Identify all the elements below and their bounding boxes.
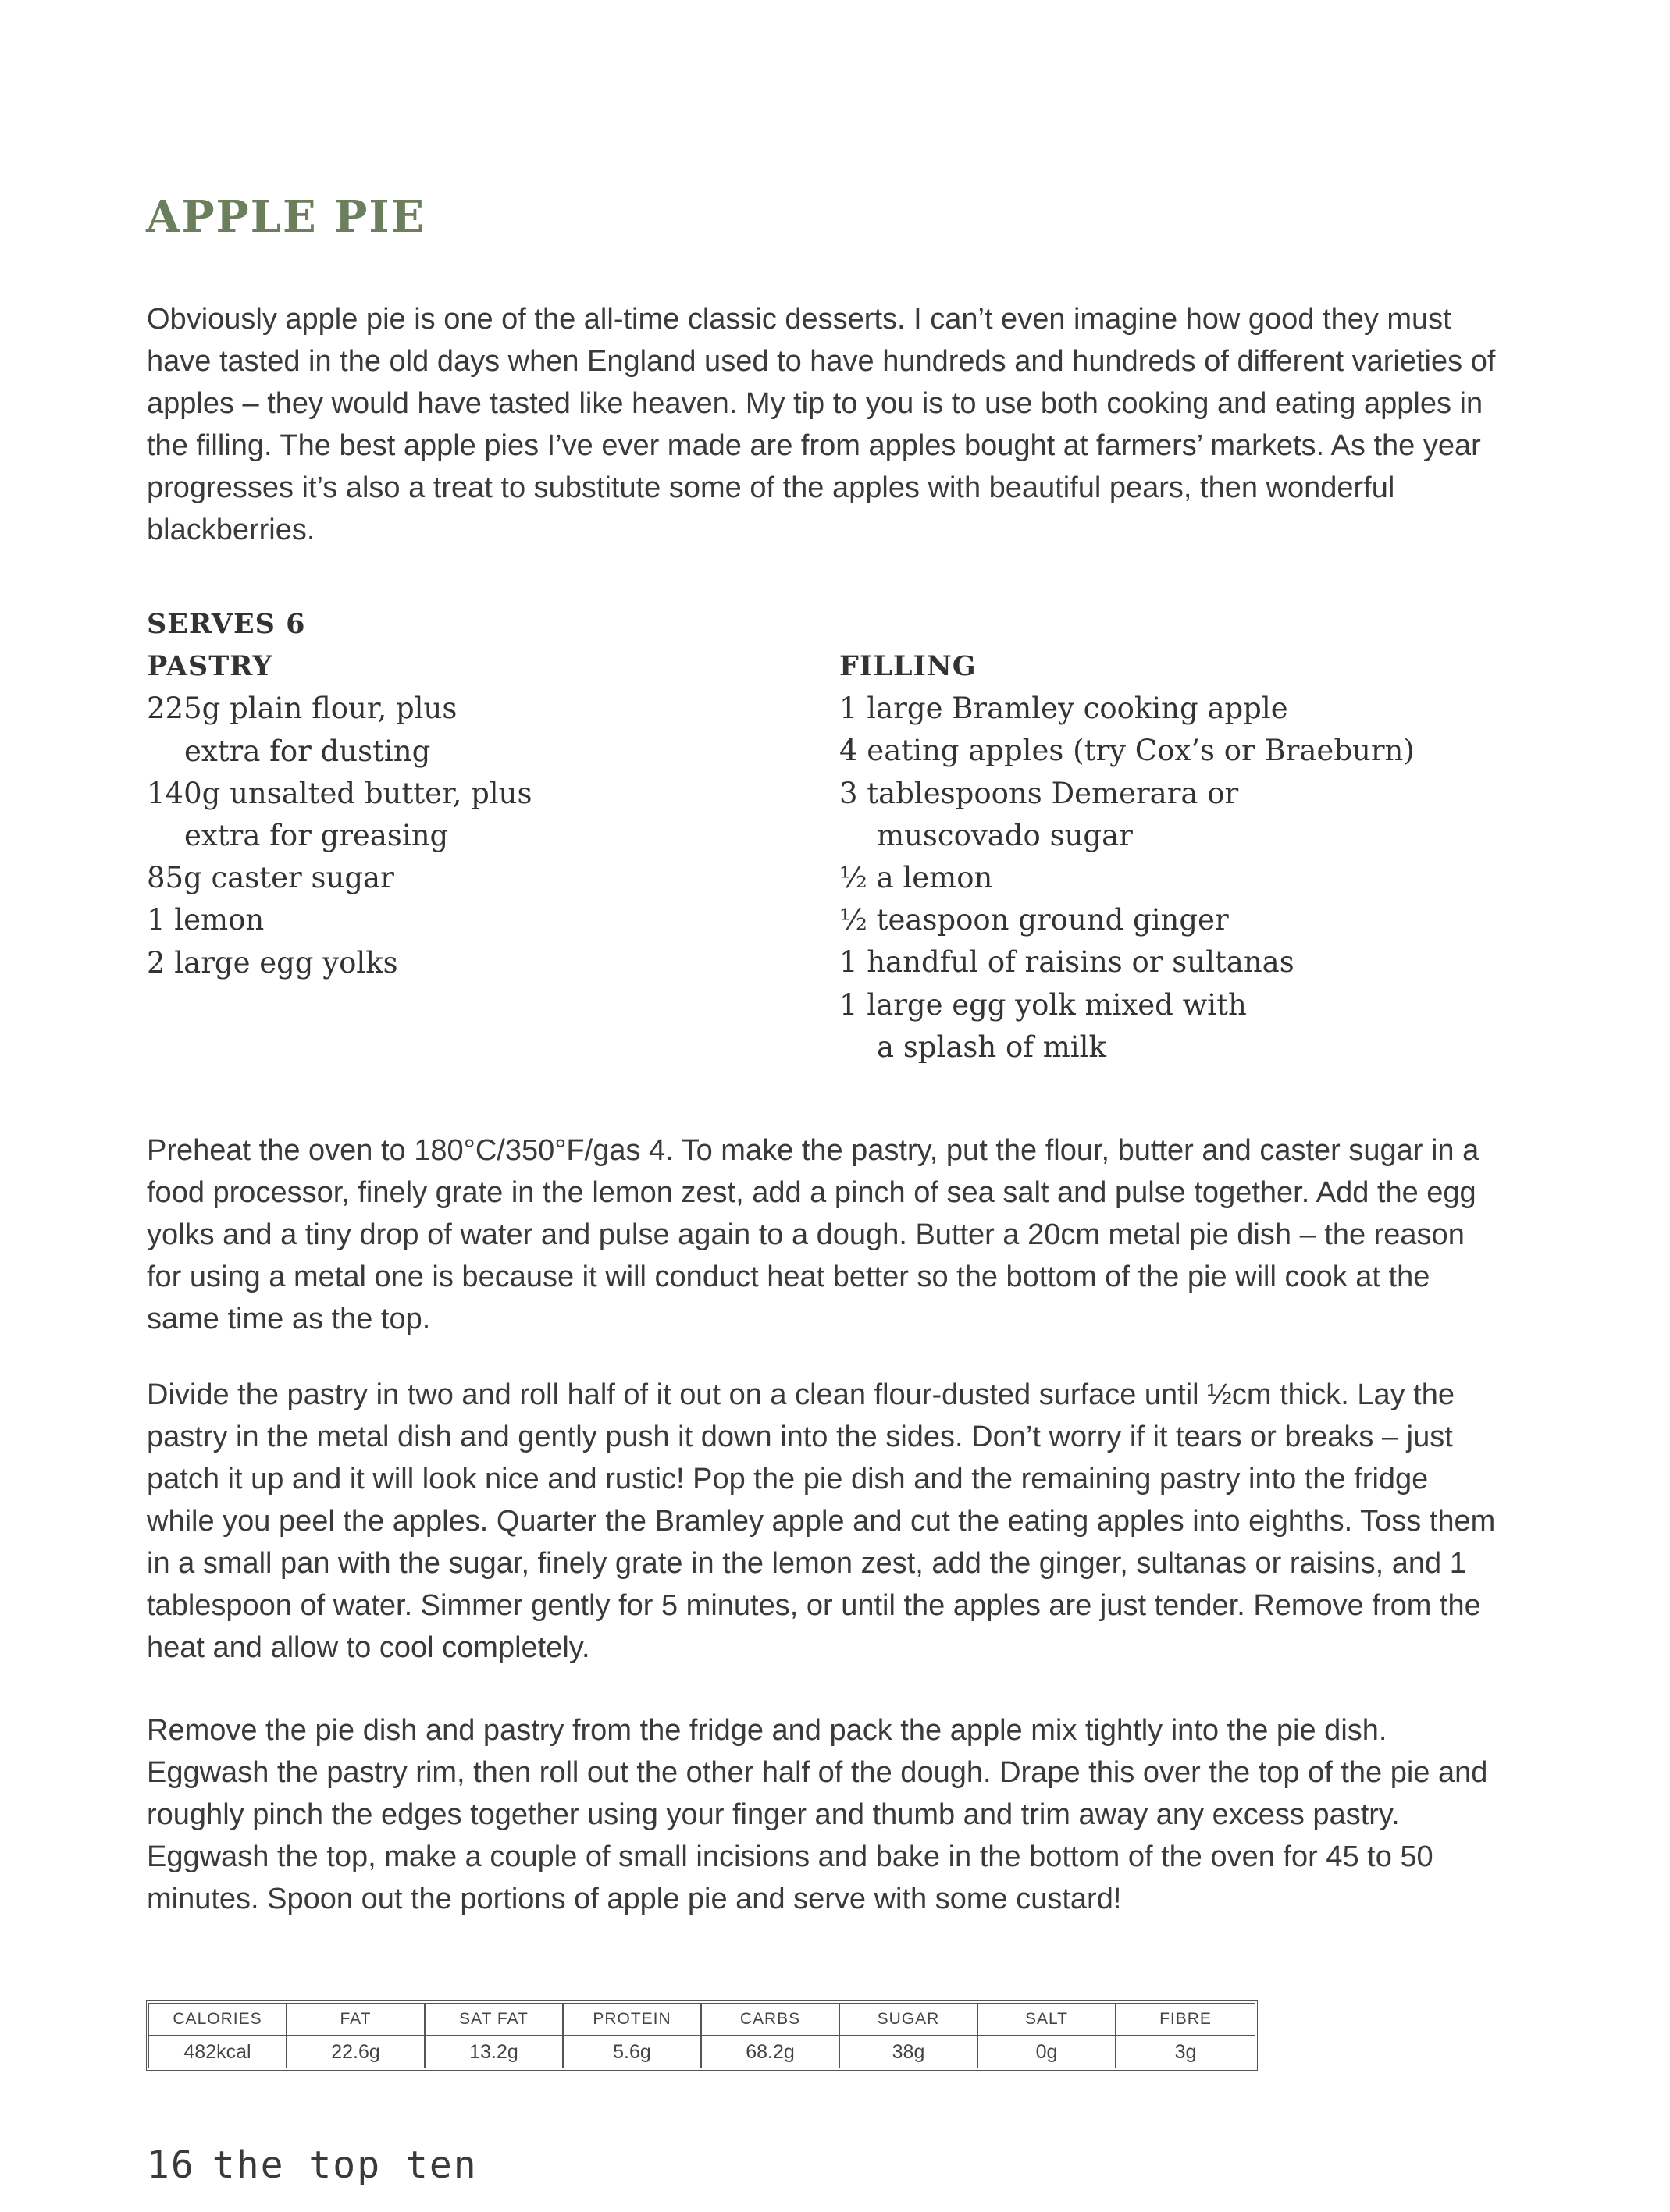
nutrition-value-protein: 5.6g [564, 2036, 702, 2068]
nutrition-value-calories: 482kcal [149, 2036, 287, 2068]
ingredient-item: ½ a lemon [839, 861, 993, 895]
method-step-3: Remove the pie dish and pastry from the fridge and pack the apple mix tightly into the pie dish. Eggwash the pastry rim, then roll out the other half of the dough. Drape this over the top of the pie and roughly pinch the edges together using your finger and thumb and trim away any excess pastry. Eggwash the top, make a couple of small incisions and bake in the bottom of the oven for 45 to 50 minutes. Spoon out the portions of apple pie and serve with some custard! [147, 1714, 1488, 1915]
nutrition-header-salt: SALT [978, 2004, 1116, 2036]
ingredient-item: 1 large Bramley cooking apple [839, 692, 1288, 726]
nutrition-table [146, 2000, 1258, 2071]
ingredient-item: 140g unsalted butter, plus [147, 776, 532, 810]
filling-ingredients [839, 645, 1415, 1069]
ingredient-item: 85g caster sugar [147, 861, 394, 895]
nutrition-value-salt: 0g [978, 2036, 1116, 2068]
pastry-heading: PASTRY [147, 650, 273, 683]
ingredient-item: 1 handful of raisins or sultanas [839, 945, 1294, 980]
section-name: the top ten [212, 2143, 478, 2187]
pastry-ingredients [147, 603, 532, 984]
ingredient-item: ½ teaspoon ground ginger [839, 903, 1229, 937]
nutrition-value-fat: 22.6g [287, 2036, 426, 2068]
nutrition-value-sat-fat: 13.2g [426, 2036, 564, 2068]
nutrition-header-calories: CALORIES [149, 2004, 287, 2036]
nutrition-value-sugar: 38g [840, 2036, 978, 2068]
nutrition-header-carbs: CARBS [702, 2004, 840, 2036]
ingredient-item: 4 eating apples (try Cox’s or Braeburn) [839, 734, 1415, 768]
page-footer [147, 2143, 478, 2187]
ingredient-item: 3 tablespoons Demerara or [839, 776, 1239, 810]
ingredient-item-continuation: muscovado sugar [877, 818, 1133, 852]
method-step-1: Preheat the oven to 180°C/350°F/gas 4. To make the pastry, put the flour, butter and caster sugar in a food processor, finely grate in the lemon zest, add a pinch of sea salt and pulse together. Add the egg yolks and a tiny drop of water and pulse again to a dough. Butter a 20cm metal pie dish – the reason for using a metal one is because it will conduct heat better so the bottom of the pie will cook at the same time as the top. [147, 1134, 1479, 1335]
nutrition-header-row [149, 2004, 1255, 2036]
nutrition-value-carbs: 68.2g [702, 2036, 840, 2068]
nutrition-header-protein: PROTEIN [564, 2004, 702, 2036]
ingredient-item: 1 large egg yolk mixed with [839, 987, 1247, 1022]
nutrition-header-fibre: FIBRE [1116, 2004, 1255, 2036]
nutrition-header-sugar: SUGAR [840, 2004, 978, 2036]
nutrition-value-row [149, 2036, 1255, 2068]
page-number: 16 [147, 2143, 195, 2187]
ingredient-item: 2 large egg yolks [147, 945, 398, 980]
nutrition-value-fibre: 3g [1174, 2040, 1197, 2063]
filling-heading: FILLING [839, 650, 977, 682]
ingredient-item-continuation: extra for greasing [184, 819, 449, 853]
method-step-2: Divide the pastry in two and roll half of it out on a clean flour-dusted surface until ½cm thick. Lay the pastry in the metal dish and gently push it down into the sides. Don’t worry if it tears or breaks – just patch it up and it will look nice and rustic! Pop the pie dish and the remaining pastry into the fridge while you peel the apples. Quarter the Bramley apple and cut the eating apples into eighths. Toss them in a small pan with the sugar, finely grate in the lemon zest, add the ginger, sultanas or raisins, and 1 tablespoon of water. Simmer gently for 5 minutes, or until the apples are just tender. Remove from the heat and allow to cool completely. [147, 1378, 1496, 1664]
ingredient-item-continuation: a splash of milk [877, 1030, 1106, 1064]
serves-label: SERVES 6 [147, 608, 306, 640]
ingredient-item: 1 lemon [147, 903, 265, 937]
ingredient-item: 225g plain flour, plus [147, 692, 458, 726]
intro-paragraph: Obviously apple pie is one of the all-time classic desserts. I can’t even imagine how good they must have tasted in the old days when England used to have hundreds and hundreds of different varieties of apples – they would have tasted like heaven. My tip to you is to use both cooking and eating apples in the filling. The best apple pies I’ve ever made are from apples bought at farmers’ markets. As the year progresses it’s also a treat to substitute some of the apples with beautiful pears, then wonderful blackberries. [147, 303, 1496, 546]
recipe-title: APPLE PIE [146, 191, 426, 243]
nutrition-header-fat: FAT [287, 2004, 426, 2036]
nutrition-header-sat-fat: SAT FAT [426, 2004, 564, 2036]
ingredient-item-continuation: extra for dusting [184, 734, 431, 768]
